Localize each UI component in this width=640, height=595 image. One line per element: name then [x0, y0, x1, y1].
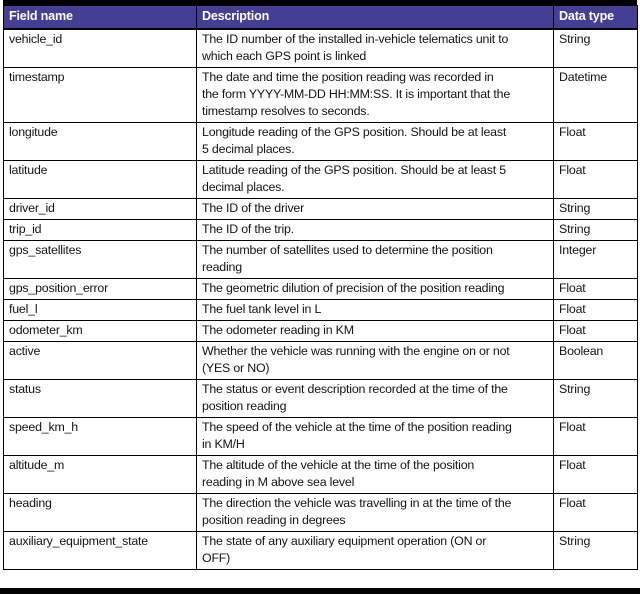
cell-type: Float [554, 321, 638, 342]
cell-field: odometer_km [4, 321, 197, 342]
cell-description: The fuel tank level in L [197, 300, 554, 321]
cell-field: longitude [4, 123, 197, 161]
cell-type: Float [554, 300, 638, 321]
table-row [4, 300, 638, 321]
cell-field: gps_satellites [4, 241, 197, 279]
cell-description: The ID number of the installed in-vehicle telematics unit to which each GPS point is linked [197, 29, 554, 68]
cell-type: Float [554, 456, 638, 494]
table-row [4, 342, 638, 380]
cell-field: fuel_l [4, 300, 197, 321]
cell-description: The ID of the driver [197, 199, 554, 220]
cell-type: Float [554, 123, 638, 161]
cell-field: status [4, 380, 197, 418]
cell-type: Float [554, 161, 638, 199]
cell-field: gps_position_error [4, 279, 197, 300]
table-row [4, 161, 638, 199]
cell-field: speed_km_h [4, 418, 197, 456]
cell-type: Datetime [554, 68, 638, 123]
column-header-data-type: Data type [554, 6, 638, 30]
table-body [4, 29, 638, 570]
cell-field: trip_id [4, 220, 197, 241]
cell-type: String [554, 29, 638, 68]
cell-type: Float [554, 494, 638, 532]
bottom-border-bar [0, 588, 640, 594]
cell-description: The state of any auxiliary equipment operation (ON or OFF) [197, 532, 554, 570]
cell-field: altitude_m [4, 456, 197, 494]
cell-type: String [554, 199, 638, 220]
header-row [4, 6, 638, 30]
cell-description: The speed of the vehicle at the time of the position reading in KM/H [197, 418, 554, 456]
column-header-field-name: Field name [4, 6, 197, 30]
table-row [4, 380, 638, 418]
cell-type: String [554, 220, 638, 241]
cell-type: Float [554, 418, 638, 456]
cell-description: The ID of the trip. [197, 220, 554, 241]
cell-field: auxiliary_equipment_state [4, 532, 197, 570]
cell-field: active [4, 342, 197, 380]
cell-type: Float [554, 279, 638, 300]
field-definitions-table [3, 5, 638, 570]
table-row [4, 220, 638, 241]
cell-description: The number of satellites used to determine the position reading [197, 241, 554, 279]
table-row [4, 29, 638, 68]
table-row [4, 68, 638, 123]
cell-type: Integer [554, 241, 638, 279]
table-row [4, 494, 638, 532]
cell-field: vehicle_id [4, 29, 197, 68]
table-row [4, 123, 638, 161]
table-row [4, 456, 638, 494]
cell-type: String [554, 380, 638, 418]
cell-description: Latitude reading of the GPS position. Should be at least 5 decimal places. [197, 161, 554, 199]
table-row [4, 279, 638, 300]
cell-description: The direction the vehicle was travelling in at the time of the position reading in degrees [197, 494, 554, 532]
table-row [4, 321, 638, 342]
cell-description: The date and time the position reading was recorded in the form YYYY-MM-DD HH:MM:SS. It is important that the timestamp resolves to seconds. [197, 68, 554, 123]
cell-description: The odometer reading in KM [197, 321, 554, 342]
table-row [4, 532, 638, 570]
cell-description: The geometric dilution of precision of the position reading [197, 279, 554, 300]
table-row [4, 199, 638, 220]
cell-field: timestamp [4, 68, 197, 123]
cell-field: driver_id [4, 199, 197, 220]
table-row [4, 241, 638, 279]
table-row [4, 418, 638, 456]
cell-field: heading [4, 494, 197, 532]
cell-description: Whether the vehicle was running with the engine on or not (YES or NO) [197, 342, 554, 380]
cell-description: The status or event description recorded at the time of the position reading [197, 380, 554, 418]
cell-type: String [554, 532, 638, 570]
cell-field: latitude [4, 161, 197, 199]
cell-type: Boolean [554, 342, 638, 380]
column-header-description: Description [197, 6, 554, 30]
cell-description: Longitude reading of the GPS position. Should be at least 5 decimal places. [197, 123, 554, 161]
cell-description: The altitude of the vehicle at the time of the position reading in M above sea level [197, 456, 554, 494]
